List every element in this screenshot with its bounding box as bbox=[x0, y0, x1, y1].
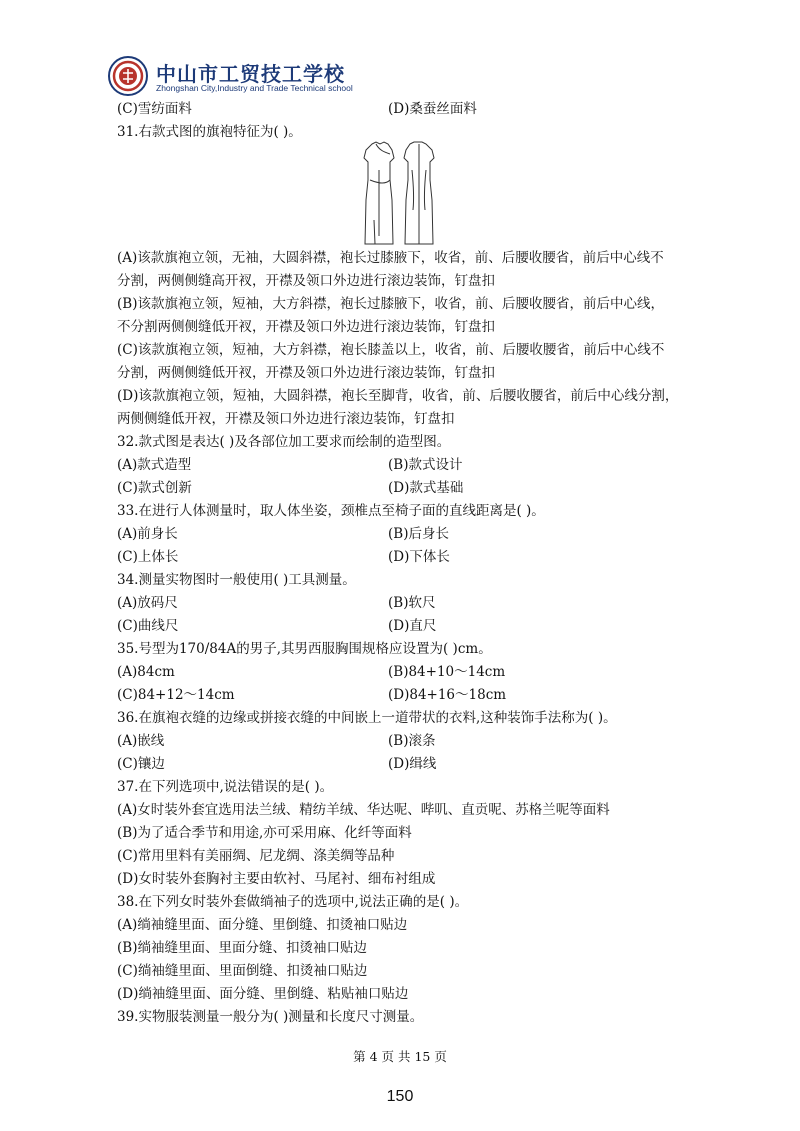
question-line: (B)该款旗袍立领，短袖，大方斜襟，袍长过膝腋下，收省，前、后腰收腰省，前后中心线， bbox=[117, 296, 664, 312]
school-name-en: Zhongshan City,Industry and Trade Technical school bbox=[156, 83, 353, 93]
question-line: (A)前身长 bbox=[117, 526, 178, 542]
question-line: 不分割两侧侧缝低开衩，开襟及领口外边进行滚边装饰，钉盘扣 bbox=[117, 319, 495, 335]
question-line: (A)嵌线 bbox=[117, 733, 165, 749]
page-number: 150 bbox=[386, 1088, 414, 1105]
option-right: (D)桑蚕丝面料 bbox=[388, 101, 477, 117]
option-right: (D)款式基础 bbox=[388, 480, 464, 496]
page-footer: 第 4 页 共 15 页 bbox=[353, 1049, 447, 1064]
question-line: (C)曲线尺 bbox=[117, 618, 179, 634]
question-line: 33.在进行人体测量时，取人体坐姿，颈椎点至椅子面的直线距离是( )。 bbox=[117, 503, 545, 519]
question-line: (A)该款旗袍立领，无袖，大圆斜襟，袍长过膝腋下，收省，前、后腰收腰省，前后中心线不 bbox=[117, 250, 664, 266]
question-line: (C)该款旗袍立领，短袖，大方斜襟，袍长膝盖以上，收省，前、后腰收腰省，前后中心线不 bbox=[117, 342, 665, 358]
school-logo-icon bbox=[108, 56, 148, 96]
option-right: (B)滚条 bbox=[388, 733, 436, 749]
question-line: 分割，两侧侧缝低开衩，开襟及领口外边进行滚边装饰，钉盘扣 bbox=[117, 365, 495, 381]
question-line: (A)绱袖缝里面、面分缝、里倒缝、扣烫袖口贴边 bbox=[117, 917, 408, 933]
question-line: (B)为了适合季节和用途,亦可采用麻、化纤等面料 bbox=[117, 825, 412, 841]
question-line: (D)绱袖缝里面、面分缝、里倒缝、粘贴袖口贴边 bbox=[117, 986, 409, 1002]
question-line: 34.测量实物图时一般使用( )工具测量。 bbox=[117, 572, 356, 588]
question-line: 39.实物服装测量一般分为( )测量和长度尺寸测量。 bbox=[117, 1009, 424, 1025]
school-name-cn: 中山市工贸技工学校 bbox=[156, 62, 345, 86]
question-line: (C)雪纺面料 bbox=[117, 101, 192, 117]
question-line: (C)常用里料有美丽绸、尼龙绸、涤美绸等品种 bbox=[117, 848, 395, 864]
question-line: 35.号型为170/84A的男子,其男西服胸围规格应设置为( )cm。 bbox=[117, 641, 492, 657]
question-line: (C)款式创新 bbox=[117, 480, 192, 496]
question-line: 两侧侧缝低开衩，开襟及领口外边进行滚边装饰，钉盘扣 bbox=[117, 411, 455, 427]
question-line: 37.在下列选项中,说法错误的是( )。 bbox=[117, 779, 334, 795]
question-line: 38.在下列女时装外套做绱袖子的选项中,说法正确的是( )。 bbox=[117, 894, 469, 910]
option-right: (B)84+10～14cm bbox=[388, 664, 506, 680]
question-line: 32.款式图是表达( )及各部位加工要求而绘制的造型图。 bbox=[117, 434, 451, 450]
qipao-style-illustration bbox=[360, 140, 440, 246]
question-line: (C)上体长 bbox=[117, 549, 179, 565]
question-line: (C)84+12～14cm bbox=[117, 687, 235, 703]
question-line: (A)款式造型 bbox=[117, 457, 192, 473]
option-right: (D)下体长 bbox=[388, 549, 450, 565]
option-right: (B)后身长 bbox=[388, 526, 449, 542]
question-line: 31.右款式图的旗袍特征为( )。 bbox=[117, 124, 302, 140]
option-right: (D)直尺 bbox=[388, 618, 437, 634]
question-line: 36.在旗袍衣缝的边缘或拼接衣缝的中间嵌上一道带状的衣料,这种装饰手法称为( )。 bbox=[117, 710, 617, 726]
question-line: (C)绱袖缝里面、里面倒缝、扣烫袖口贴边 bbox=[117, 963, 368, 979]
option-right: (B)款式设计 bbox=[388, 457, 463, 473]
question-line: (D)女时装外套胸衬主要由软衬、马尾衬、细布衬组成 bbox=[117, 871, 436, 887]
question-line: (A)女时装外套宜选用法兰绒、精纺羊绒、华达呢、哔叽、直贡呢、苏格兰呢等面料 bbox=[117, 802, 610, 818]
question-line: (B)绱袖缝里面、里面分缝、扣烫袖口贴边 bbox=[117, 940, 367, 956]
question-line: (A)84cm bbox=[117, 664, 175, 680]
question-line: (C)镶边 bbox=[117, 756, 165, 772]
option-right: (B)软尺 bbox=[388, 595, 436, 611]
question-line: 分割，两侧侧缝高开衩，开襟及领口外边进行滚边装饰，钉盘扣 bbox=[117, 273, 495, 289]
school-header bbox=[108, 56, 508, 96]
question-line: (D)该款旗袍立领，短袖，大圆斜襟，袍长至脚背，收省，前、后腰收腰省，前后中心线分割， bbox=[117, 388, 679, 404]
question-line: (A)放码尺 bbox=[117, 595, 178, 611]
option-right: (D)缉线 bbox=[388, 756, 437, 772]
option-right: (D)84+16～18cm bbox=[388, 687, 507, 703]
